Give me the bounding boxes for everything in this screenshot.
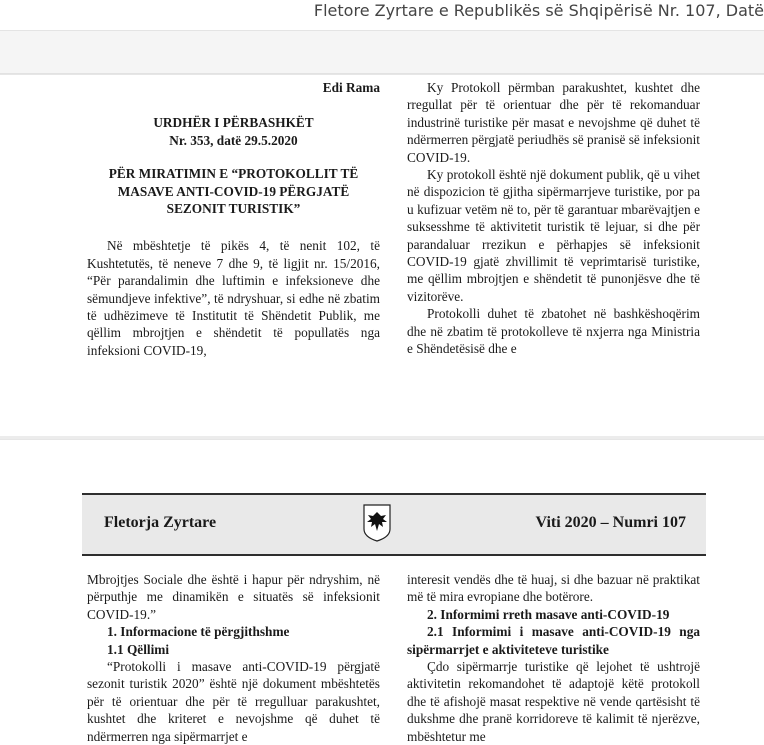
viewer-titlebar [0,0,764,31]
right-column [407,79,700,358]
right-paragraph-3: Protokolli duhet të zbatohet në bashkëshoqërim dhe në zbatim të protokolleve të nxjerra nga Ministria e Shëndetësisë dhe e [407,306,700,357]
section-heading-1: 1. Informacione të përgjithshme [107,624,290,640]
right-paragraph-1: Ky Protokoll përmban parakushtet, kushtet dhe rregullat për të orientuar dhe për të rekomanduar industrinë turistike për masat e nevojshme që duhet të ndërmerren përgjatë periudhës së pranisë së infeksionit COVID-19. [407,80,700,165]
right-paragraph-2: Ky protokoll është një dokument publik, që u vihet në dispozicion të gjitha sipërmarrjeve turistike, por pa u kufizuar vetëm në to, për të garantuar mbarëvajtjen e suksesshme të aktivitetit turistik të lejuar, si dhe për parandaluar rrezikun e përhapjes së infeksionit COVID-19 gjatë zhvillimit të veprimtarisë turistike, me qëllim mbrojtjen e shëndetit të punonjësve dhe të vizitorëve. [407,167,700,304]
order-number: Nr. 353, datë 29.5.2020 [169,132,298,148]
left-column [87,79,380,359]
document-title: Fletore Zyrtare e Republikës së Shqipërisë Nr. 107, Datë [313,1,764,20]
gazette-header [82,493,706,556]
section-heading-1-1: 1.1 Qëllimi [107,641,170,657]
left-intro: Mbrojtjes Sociale dhe është i hapur për ndryshim, në përputhje me dinamikën e situatës së infeksionit COVID-19.” [87,572,380,622]
section-heading-2-1: 2.1 Informimi i masave anti-COVID-19 nga sipërmarrjet e aktiviteteve turistike [407,624,700,657]
page2-left-column [87,571,380,745]
page2-right-column [407,571,700,745]
header-issue: Viti 2020 – Numri 107 [535,514,686,531]
albania-eagle-icon [362,503,392,543]
viewer-toolbar [0,31,764,74]
section-heading-2: 2. Informimi rreth masave anti-COVID-19 [427,606,670,622]
header-publication: Fletorja Zyrtare [104,514,217,531]
information-paragraph: Çdo sipërmarrje turistike që lejohet të ushtrojë aktivitetin rekomandohet të adaptojë këtë protokoll dhe të afishojë masat respektive në vende qartësisht të dukshme dhe pranë korridoreve të kalimit të njerëzve, mbështetur me [407,659,700,744]
preamble-paragraph: Në mbështetje të pikës 4, të nenit 102, të Kushtetutës, të neneve 7 dhe 9, të ligjit nr. 15/2016, “Për parandalimin dhe luftimin e infeksioneve dhe sëmundjeve infektive”, të ndryshuar, si edhe në zbatim të udhëzimeve të Institutit të Shëndetit Publik, me qëllim mbrojtjen e shëndetit të popullatës nga infeksioni COVID-19, [87,238,380,358]
right-intro: interesit vendës dhe të huaj, si dhe bazuar në praktikat më të mira evropiane dhe botërore. [407,572,700,605]
purpose-paragraph: “Protokolli i masave anti-COVID-19 përgjatë sezonit turistik 2020” është një dokument mbështetës për të orientuar dhe për të rregulluar parakushtet, kushtet dhe kriteret e nevojshme që duhet të ndërmerren nga sipërmarrjet e [87,659,380,744]
order-title: URDHËR I PËRBASHKËT [153,115,314,131]
signature: Edi Rama [322,80,380,95]
order-subject: PËR MIRATIMIN E “PROTOKOLLIT TË MASAVE ANTI-COVID-19 PËRGJATË SEZONIT TURISTIK” [108,166,359,217]
page-6115 [0,74,764,437]
